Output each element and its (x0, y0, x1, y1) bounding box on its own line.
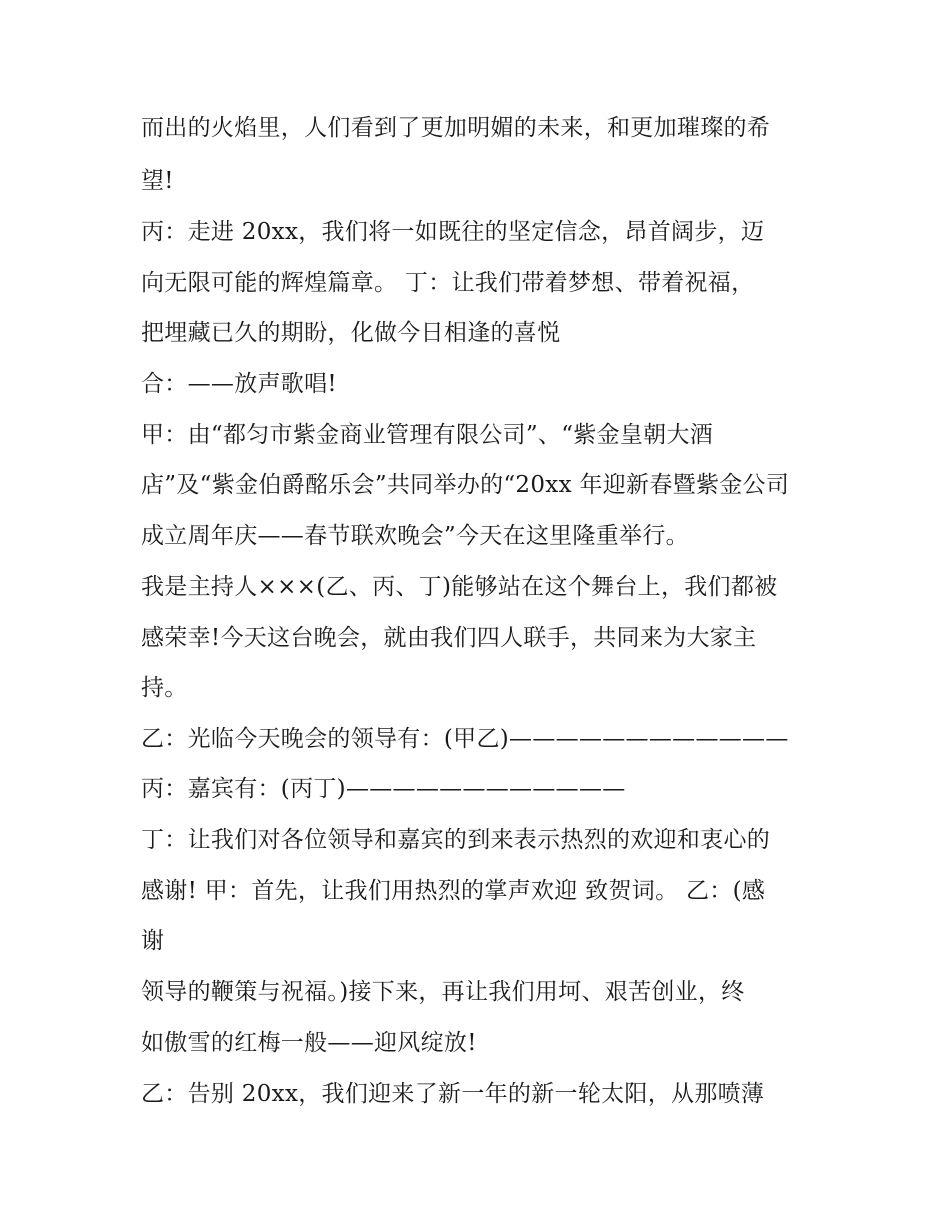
text-line: 望! (141, 168, 174, 194)
text-line: 而出的火焰里，人们看到了更加明媚的未来，和更加璀璨的希 (141, 115, 771, 141)
text-line: 成立周年庆——春节联欢晚会”今天在这里隆重举行。 (141, 523, 689, 549)
text-line: 合：——放声歌唱! (141, 371, 337, 397)
text-line: 丙：走进 20xx，我们将一如既往的坚定信念，昂首阔步，迈 (141, 219, 765, 245)
text-line: 如傲雪的红梅一般——迎风绽放! (141, 1030, 477, 1056)
text-line: 谢 (141, 928, 165, 954)
text-line: 乙：光临今天晚会的领导有：(甲乙)———————————— (141, 726, 789, 752)
text-line: 我是主持人×××(乙、丙、丁)能够站在这个舞台上，我们都被 (141, 574, 778, 600)
text-line: 感谢! 甲：首先，让我们用热烈的掌声欢迎 致贺词。 乙：(感 (141, 878, 766, 904)
text-line: 甲：由“都匀市紫金商业管理有限公司”、“紫金皇朝大酒 (141, 422, 714, 448)
text-line: 感荣幸!今天这台晚会，就由我们四人联手，共同来为大家主 (141, 625, 757, 651)
text-line: 丙：嘉宾有：(丙丁)———————————— (141, 776, 626, 802)
text-line: 向无限可能的辉煌篇章。 丁：让我们带着梦想、带着祝福， (141, 270, 755, 296)
text-line: 店”及“紫金伯爵酩乐会”共同举办的“20xx 年迎新春暨紫金公司 (141, 472, 790, 498)
text-line: 领导的鞭策与祝福。)接下来，再让我们用坷、艰苦创业，终 (141, 979, 745, 1005)
text-line: 把埋藏已久的期盼，化做今日相逢的喜悦 (141, 320, 561, 346)
text-line: 丁：让我们对各位领导和嘉宾的到来表示热烈的欢迎和衷心的 (141, 827, 771, 853)
text-line: 乙：告别 20xx，我们迎来了新一年的新一轮太阳，从那喷薄 (141, 1081, 765, 1107)
text-line: 持。 (141, 675, 188, 701)
